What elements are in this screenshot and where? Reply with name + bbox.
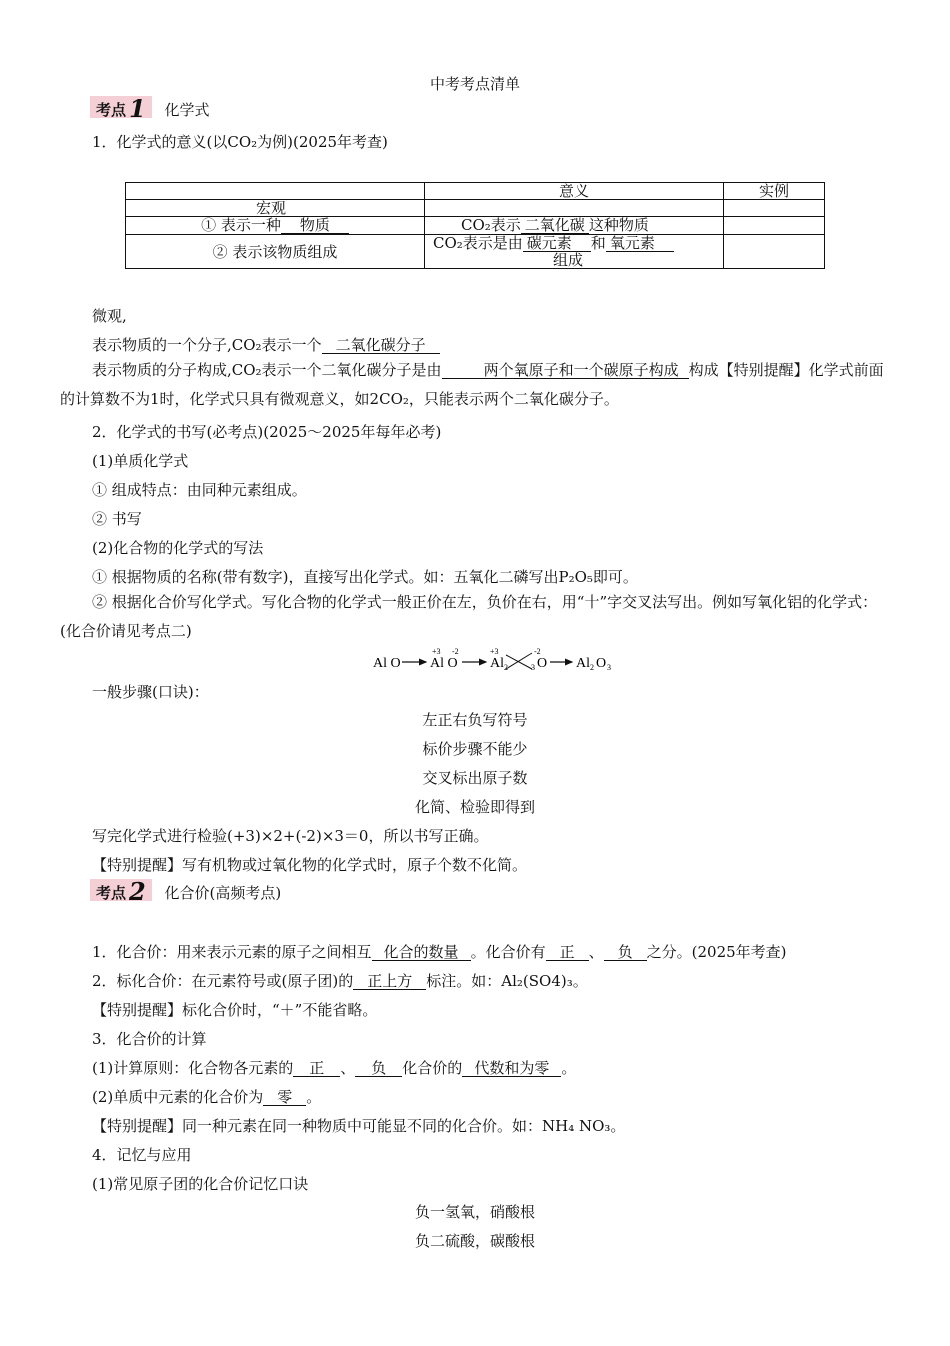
equation-graphic	[370, 645, 630, 675]
valence-4-1: (1)常见原子团的化合价记忆口诀	[92, 1175, 309, 1193]
eq-term2: Al O	[430, 656, 458, 671]
kp1-name: 化学式	[164, 101, 210, 119]
steps-label: 一般步骤(口诀)：	[92, 683, 209, 701]
micro-line2: 表示物质的分子构成,CO₂表示一个二氧化碳分子是由 两个氧原子和一个碳原子构成 构成【特别提醒】化学式前面的计算数不为1时，化学式只具有微观意义，如2CO₂，只能表示两个二氧化碳分子。	[60, 361, 884, 408]
th-example: 实例	[724, 183, 825, 200]
svg-text:-2: -2	[452, 647, 459, 656]
eq-term6: O	[596, 656, 607, 671]
cross-method-equation	[370, 645, 630, 680]
kp2-badge: 考点 2	[90, 879, 152, 901]
valence-2: 2．标化合价：在元素符号或(原子团)的 正上方 标注。如：Al₂(SO4)₃。	[92, 972, 588, 990]
valence-1: 1．化合价：用来表示元素的原子之间相互 化合的数量 。化合价有 正 、 负 之分。(2025年考查)	[92, 943, 787, 961]
s1-heading: 1．化学式的意义(以CO₂为例)(2025年考查)	[92, 133, 388, 151]
valence-3-tip: 【特别提醒】同一种元素在同一种物质中可能显不同的化合价。如：NH₄ NO₃。	[92, 1117, 626, 1135]
s2-2b: ② 根据化合价写化学式。写化合物的化学式一般正价在左，负价在右，用“十”字交叉法写出。例如写氧化铝的化学式：(化合价请见考点二)	[60, 593, 878, 640]
step-1: 左正右负写符号	[422, 711, 528, 729]
eq-term1: Al O	[373, 656, 401, 671]
kp2-name: 化合价(高频考点)	[164, 884, 282, 902]
step-2: 标价步骤不能少	[422, 740, 528, 758]
row2-mid: CO₂表示是由 碳元素 和 氧元素 组成	[425, 235, 724, 269]
svg-text:3: 3	[531, 663, 535, 672]
svg-text:+3: +3	[432, 647, 441, 656]
svg-text:-2: -2	[534, 647, 541, 656]
valence-3: 3．化合价的计算	[92, 1030, 207, 1048]
kp2-header	[90, 877, 282, 906]
valence-3-2: (2)单质中元素的化合价为 零 。	[92, 1088, 322, 1106]
s2-1b: ② 书写	[92, 510, 142, 528]
row2-left: ② 表示该物质组成	[126, 235, 425, 269]
micro-line1: 表示物质的一个分子,CO₂表示一个 二氧化碳分子	[92, 334, 440, 355]
svg-text:2: 2	[504, 663, 508, 672]
valence-4: 4．记忆与应用	[92, 1146, 192, 1164]
meaning-table	[125, 182, 825, 269]
page-title: 中考考点清单	[429, 75, 520, 93]
check-line: 写完化学式进行检验(+3)×2+(-2)×3＝0，所以书写正确。	[92, 827, 489, 845]
mnemonic-2: 负二硫酸，碳酸根	[414, 1232, 535, 1250]
kp1-badge: 考点 1	[90, 96, 152, 118]
svg-text:3: 3	[607, 663, 611, 672]
th-empty	[126, 183, 425, 200]
valence-2-tip: 【特别提醒】标化合价时，“＋”不能省略。	[92, 1001, 378, 1019]
eq-term4: O	[537, 656, 548, 671]
tip-2: 【特别提醒】写有机物或过氧化物的化学式时，原子个数不化简。	[92, 856, 528, 874]
step-4: 化简、检验即得到	[414, 798, 535, 816]
svg-text:+3: +3	[490, 647, 499, 656]
row1-left: ① 表示一种 物质	[126, 217, 425, 235]
micro-label: 微观,	[92, 307, 127, 325]
eq-term5: Al	[576, 656, 590, 671]
s2-2: (2)化合物的化学式的写法	[92, 539, 264, 557]
s2-1: (1)单质化学式	[92, 452, 189, 470]
valence-3-1: (1)计算原则：化合物各元素的 正 、 负 化合价的 代数和为零 。	[92, 1059, 577, 1077]
mnemonic-1: 负一氢氧，硝酸根	[414, 1203, 535, 1221]
s2-2a: ① 根据物质的名称(带有数字)，直接写出化学式。如：五氧化二磷写出P₂O₅即可。	[92, 568, 638, 586]
macro-label: 宏观	[126, 200, 425, 217]
s2-heading: 2．化学式的书写(必考点)(2025～2025年每年必考)	[92, 423, 442, 441]
eq-term3: Al	[490, 656, 504, 671]
svg-text:2: 2	[590, 663, 594, 672]
step-3: 交叉标出原子数	[422, 769, 528, 787]
row1-mid: CO₂表示 二氧化碳 这种物质	[425, 217, 724, 235]
kp1-header	[90, 94, 210, 123]
th-meaning: 意义	[425, 183, 724, 200]
s2-1a: ① 组成特点：由同种元素组成。	[92, 481, 307, 499]
